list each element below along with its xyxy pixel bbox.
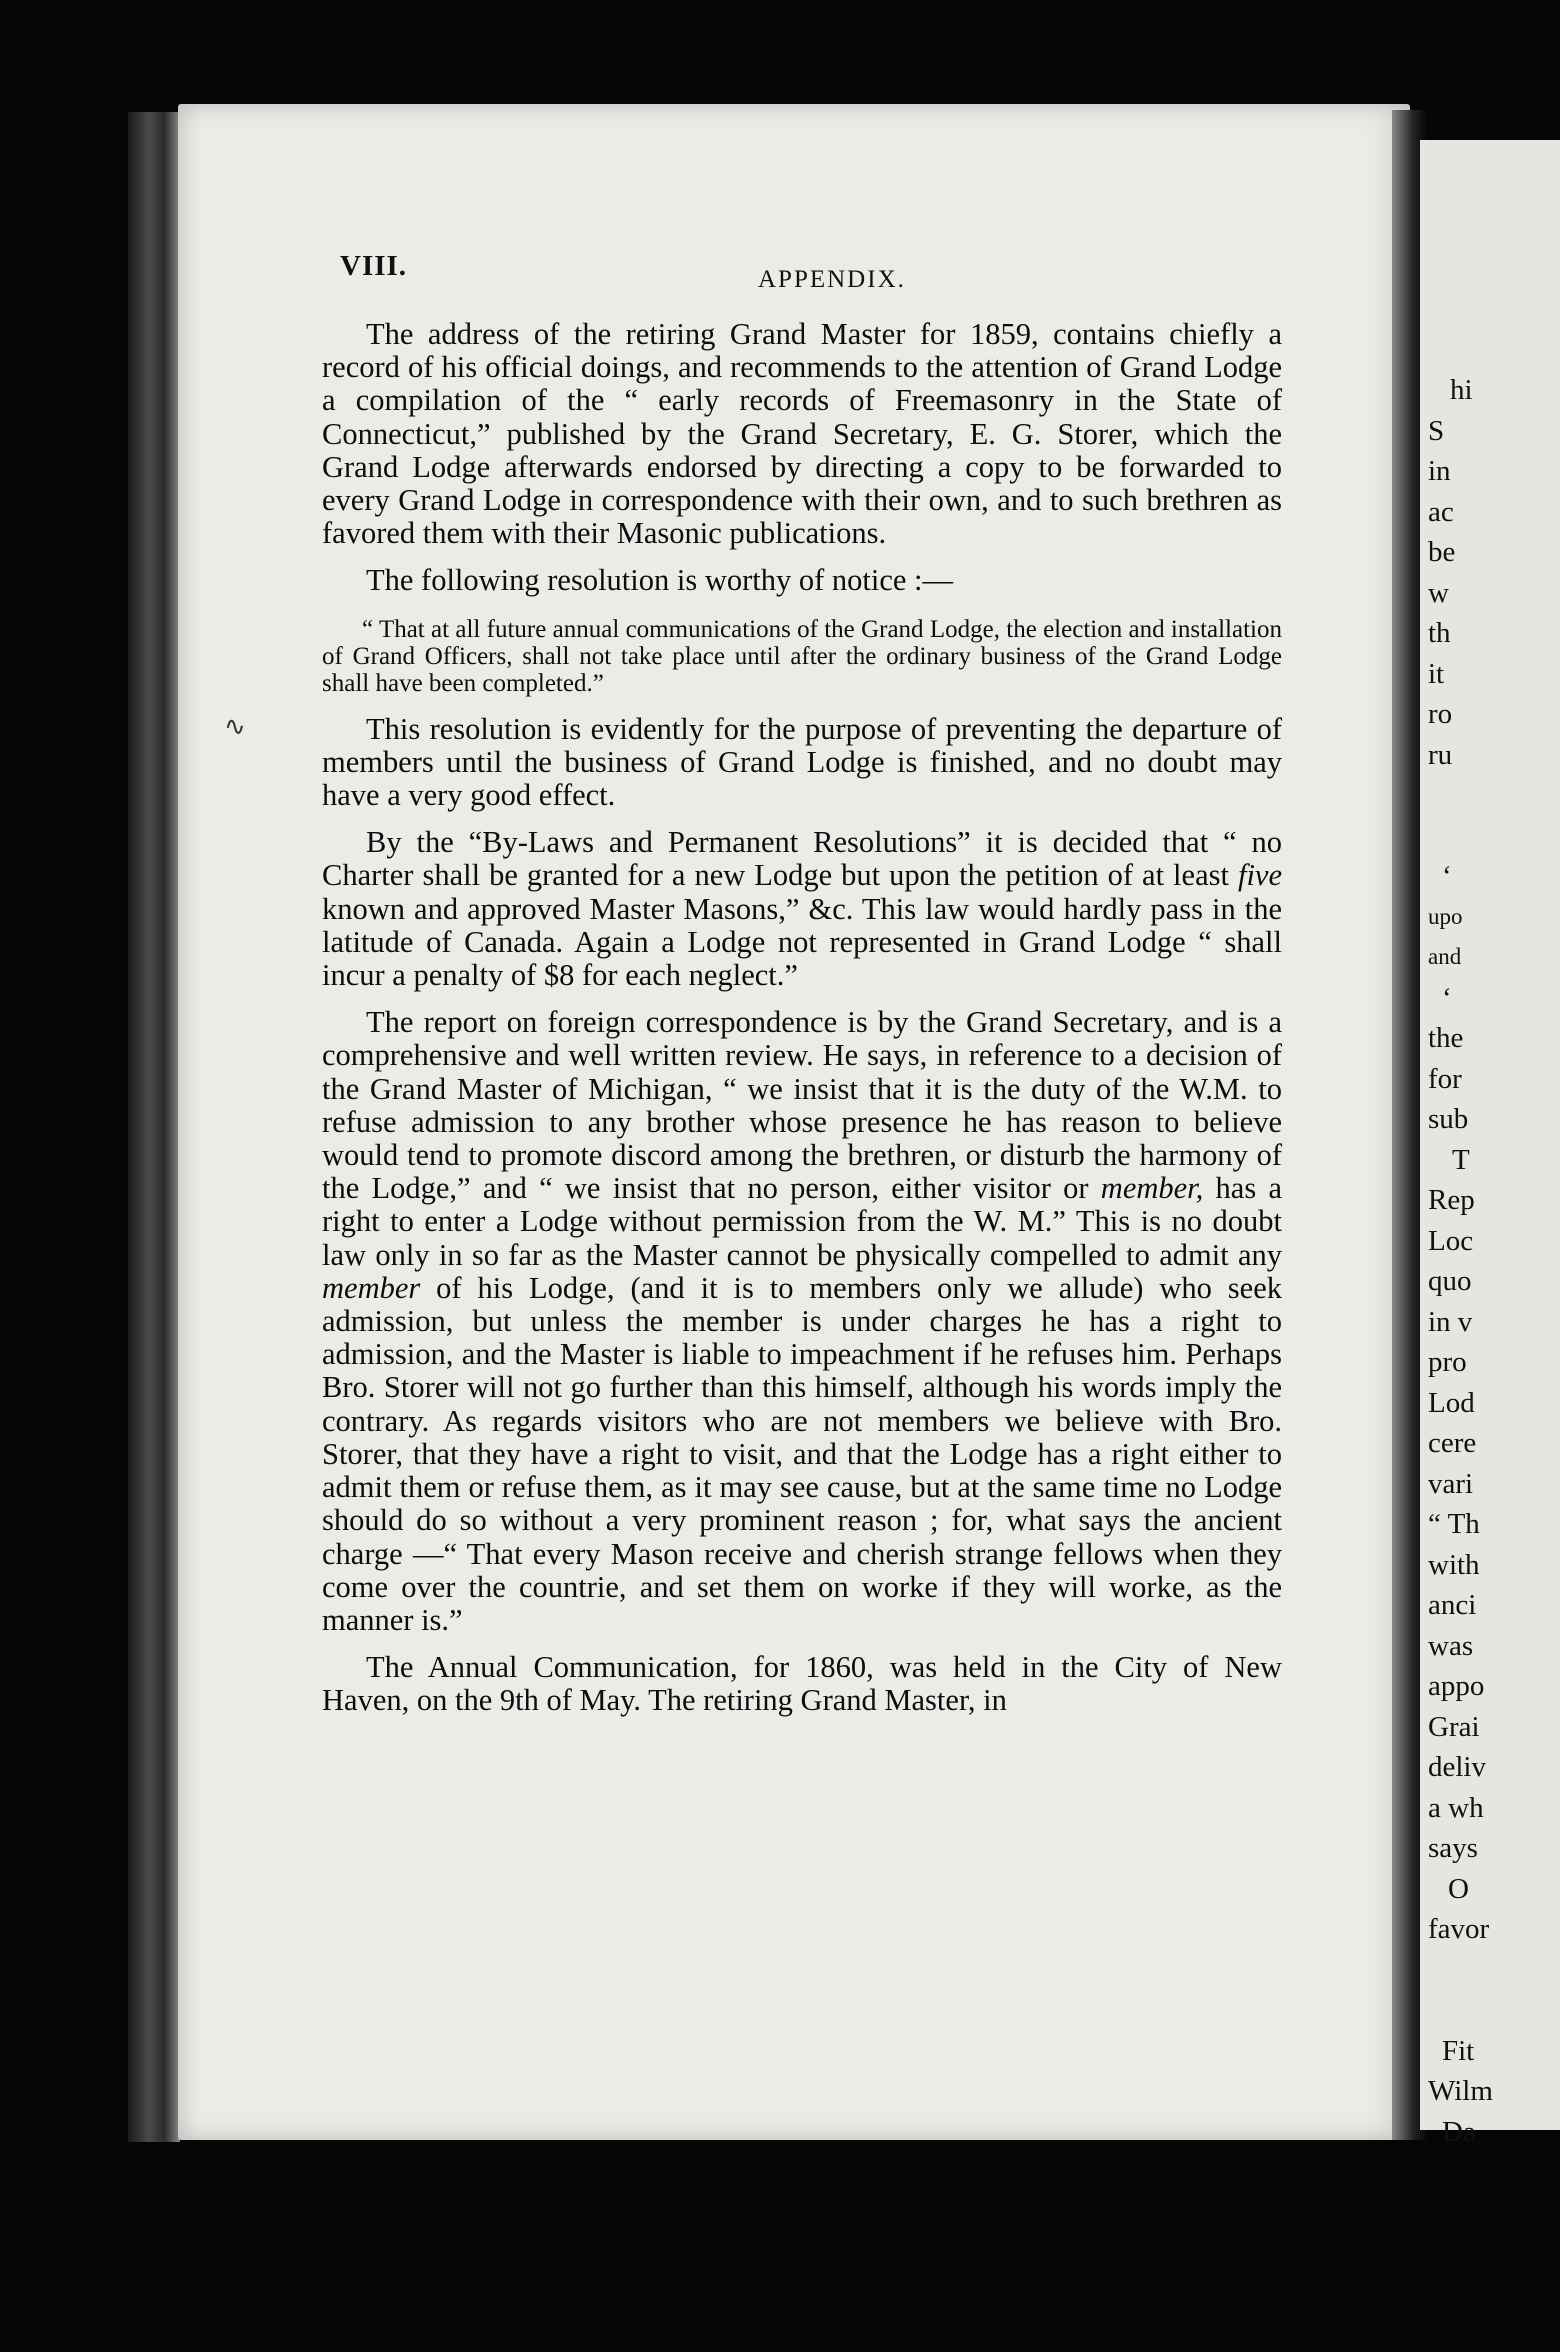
fragment-line: ru bbox=[1428, 738, 1453, 771]
facing-page-fragments bbox=[1428, 370, 1560, 2152]
fragment-line: deliv bbox=[1428, 1751, 1486, 1783]
emphasis: member bbox=[322, 1270, 421, 1305]
fragment-line: sub bbox=[1428, 1103, 1469, 1135]
fragment-line: cere bbox=[1428, 1427, 1477, 1459]
quoted-resolution: “ That at all future annual communications of the Grand Lodge, the election and installation of Grand Officers, shall not take place until after the ordinary business of the Grand Lodge shall have been completed.” bbox=[322, 615, 1282, 697]
fragment-line: ‘ bbox=[1442, 981, 1452, 1014]
paragraph-resolution-comment: This resolution is evidently for the purpose of preventing the departure of members until the business of Grand Lodge is finished, and no doubt may have a very good effect. bbox=[322, 711, 1282, 813]
fragment-line: a wh bbox=[1428, 1791, 1484, 1824]
text-run: has a right to enter a Lodge without permission from the W. M.” This is no doubt law only in so far as the Master cannot be physically compelled to admit any bbox=[322, 1171, 1282, 1272]
fragment-line: th bbox=[1428, 617, 1451, 649]
fragment-line: Lod bbox=[1428, 1386, 1475, 1419]
fragment-line: the bbox=[1428, 1022, 1464, 1054]
fragment-line: ‘ bbox=[1442, 860, 1452, 892]
fragment-line bbox=[1428, 1950, 1560, 1991]
book-spine bbox=[128, 112, 180, 2142]
text-run: of his Lodge, (and it is to members only we allude) who seek admission, but unless the member is under charges he has a right to admission, and the Master is liable to impeachment if he refuses him. Perhaps Bro. Storer will not go further than this himself, although his words imply the contrary. As regards visitors who are not members we believe with Bro. Storer, that they have a right to visit, and that the Lodge has a right either to admit them or refuse them, as it may see cause, but at the same time no Lodge should do so without a very prominent reason ; for, what says the ancient charge —“ That every Mason receive and cherish strange fellows when they come over the countrie, and set them on worke if they will worke, as the manner is.” bbox=[322, 1270, 1282, 1637]
fragment-line: w bbox=[1428, 576, 1449, 609]
fragment-line: pro bbox=[1428, 1346, 1467, 1378]
fragment-line: vari bbox=[1428, 1467, 1474, 1500]
text-run: The report on foreign correspondence is by the Grand Secretary, and is a comprehensive and well written review. He says, in reference to a decision of the Grand Master of Michigan, “ we insist that it is the duty of the W.M. to refuse admission to any brother whose presence he has reason to believe would tend to promote discord among the brethren, or disturb the harmony of the Lodge,” and “ we insist that no person, either visitor or bbox=[322, 1005, 1282, 1206]
fragment-line: appo bbox=[1428, 1670, 1485, 1702]
paragraph-foreign-correspondence bbox=[322, 1006, 1282, 1637]
fragment-line: Grai bbox=[1428, 1710, 1480, 1743]
fragment-line: T bbox=[1452, 1143, 1470, 1176]
margin-ink-mark: ∿ bbox=[224, 712, 246, 741]
fragment-line: ro bbox=[1428, 698, 1453, 730]
fragment-line: Loc bbox=[1428, 1224, 1474, 1257]
fragment-line: Wilm bbox=[1428, 2075, 1493, 2107]
fragment-line: Rep bbox=[1428, 1184, 1475, 1216]
page-number: VIII. bbox=[340, 250, 408, 282]
fragment-line: for bbox=[1428, 1062, 1462, 1095]
fragment-line: in bbox=[1428, 455, 1451, 487]
fragment-line: upo bbox=[1428, 903, 1463, 929]
fragment-line: anci bbox=[1428, 1589, 1477, 1621]
text-run: known and approved Master Masons,” &c. This law would hardly pass in the latitude of Canada. Again a Lodge not represented in Grand Lodge “ shall incur a penalty of $8 for each neglect.” bbox=[322, 891, 1282, 993]
fragment-line: in v bbox=[1428, 1305, 1473, 1338]
fragment-line: Da bbox=[1442, 2115, 1476, 2148]
fragment-line: quo bbox=[1428, 1265, 1472, 1297]
fragment-line: hi bbox=[1450, 374, 1473, 406]
fragment-line: “ Th bbox=[1428, 1508, 1480, 1540]
fragment-line bbox=[1428, 816, 1560, 857]
paragraph-bylaws bbox=[322, 826, 1282, 992]
fragment-line: Fit bbox=[1442, 2034, 1475, 2067]
fragment-line: says bbox=[1428, 1832, 1478, 1864]
page-body bbox=[322, 318, 1282, 1718]
fragment-line bbox=[1428, 1990, 1560, 2031]
fragment-line: it bbox=[1428, 657, 1445, 690]
fragment-line: with bbox=[1428, 1548, 1480, 1581]
fragment-line: favor bbox=[1428, 1913, 1490, 1945]
paragraph-resolution-intro: The following resolution is worthy of notice :— bbox=[366, 563, 954, 598]
fragment-line: was bbox=[1428, 1629, 1474, 1662]
fragment-line: and bbox=[1428, 944, 1462, 969]
emphasis: five bbox=[1237, 858, 1282, 893]
fragment-line: S bbox=[1428, 414, 1445, 447]
fragment-line: ac bbox=[1428, 495, 1454, 528]
page-title: APPENDIX. bbox=[758, 266, 906, 293]
fragment-line: O bbox=[1448, 1872, 1469, 1905]
paragraph-address: The address of the retiring Grand Master for 1859, contains chiefly a record of his official doings, and recommends to the attention of Grand Lodge a compilation of the “ early records of Freemasonry in the State of Connecticut,” published by the Grand Secretary, E. G. Storer, which the Grand Lodge afterwards endorsed by directing a copy to be forwarded to every Grand Lodge in correspondence with their own, and to such brethren as favored them with their Masonic publications. bbox=[322, 317, 1282, 551]
emphasis: member, bbox=[1100, 1171, 1204, 1206]
facing-page bbox=[1420, 140, 1560, 2148]
paragraph-annual-communication: The Annual Communication, for 1860, was held in the City of New Haven, on the 9th of May. The retiring Grand Master, in bbox=[322, 1650, 1282, 1718]
running-head bbox=[0, 250, 1560, 293]
fragment-line bbox=[1428, 775, 1560, 816]
text-run: By the “By-Laws and Permanent Resolutions” it is decided that “ no Charter shall be granted for a new Lodge but upon the petition of at least bbox=[322, 825, 1282, 893]
fragment-line: be bbox=[1428, 536, 1456, 568]
